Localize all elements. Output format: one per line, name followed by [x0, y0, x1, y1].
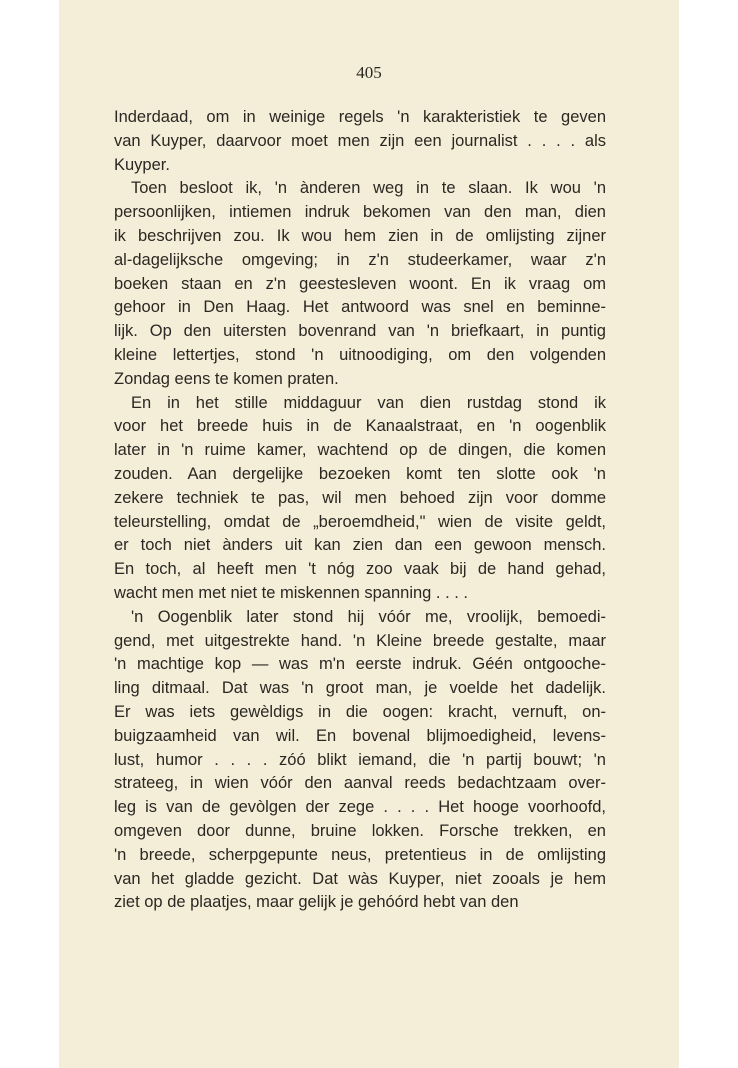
text-line: boeken staan en z'n geestesleven woont. En ik vraag om: [114, 274, 606, 293]
text-line: 'n breede, scherpgepunte neus, pretentieus in de omlijsting: [114, 845, 606, 864]
text-line: kleine lettertjes, stond 'n uitnoodiging, om den volgenden: [114, 345, 606, 364]
text-line: later in 'n ruime kamer, wachtend op de dingen, die komen: [114, 441, 606, 460]
text-line: er toch niet ànders uit kan zien dan een gewoon mensch.: [114, 536, 606, 555]
text-line: Inderdaad, om in weinige regels 'n karakteristiek te geven: [114, 108, 606, 126]
text-line: lijk. Op den uitersten bovenrand van 'n briefkaart, in puntig: [114, 322, 606, 341]
text-line: strateeg, in wien vóór den aanval reeds bedachtzaam over-: [114, 774, 606, 793]
paragraph: [114, 177, 606, 391]
text-line: ziet op de plaatjes, maar gelijk je gehóórd hebt van den: [114, 893, 519, 912]
book-page: [59, 0, 679, 1068]
text-line: Zondag eens te komen praten.: [114, 369, 339, 388]
text-line: wacht men met niet te miskennen spanning . . . .: [114, 583, 469, 602]
paragraph: [114, 606, 606, 915]
text-line: En in het stille middaguur van dien rustdag stond ik: [131, 393, 606, 412]
text-line: van het gladde gezicht. Dat wàs Kuyper, niet zooals je hem: [114, 869, 606, 888]
text-line: leg is van de gevòlgen der zege . . . . Het hooge voorhoofd,: [114, 798, 606, 817]
text-line: ik beschrijven zou. Ik wou hem zien in de omlijsting zijner: [114, 226, 606, 245]
text-line: voor het breede huis in de Kanaalstraat, en 'n oogenblik: [114, 417, 606, 436]
text-line: ling ditmaal. Dat was 'n groot man, je voelde het dadelijk.: [114, 679, 606, 698]
text-line: Er was iets gewèldigs in die oogen: kracht, vernuft, on-: [114, 702, 606, 721]
text-line: persoonlijken, intiemen indruk bekomen van den man, dien: [114, 203, 606, 222]
text-line: lust, humor . . . . zóó blikt iemand, die 'n partij bouwt; 'n: [114, 750, 606, 769]
paragraph: [114, 392, 606, 606]
text-line: zouden. Aan dergelijke bezoeken komt ten slotte ook 'n: [114, 464, 606, 483]
text-line: 'n Oogenblik later stond hij vóór me, vroolijk, bemoedi-: [131, 607, 606, 626]
text-line: 'n machtige kop — was m'n eerste indruk. Géén ontgooche-: [114, 655, 606, 674]
text-line: buigzaamheid van wil. En bovenal blijmoedigheid, levens-: [114, 726, 606, 745]
text-line: En toch, al heeft men 't nóg zoo vaak bij de hand gehad,: [114, 560, 606, 579]
body-text: [114, 106, 606, 915]
paragraph: [114, 106, 606, 177]
text-line: teleurstelling, omdat de „beroemdheid," wien de visite geldt,: [114, 512, 606, 531]
text-line: omgeven door dunne, bruine lokken. Forsche trekken, en: [114, 821, 606, 840]
text-line: Kuyper.: [114, 155, 170, 174]
text-line: gend, met uitgestrekte hand. 'n Kleine breede gestalte, maar: [114, 631, 606, 650]
text-line: al-dagelijksche omgeving; in z'n studeerkamer, waar z'n: [114, 250, 606, 269]
text-line: gehoor in Den Haag. Het antwoord was snel en beminne-: [114, 298, 606, 317]
text-line: Toen besloot ik, 'n ànderen weg in te slaan. Ik wou 'n: [131, 179, 606, 198]
text-line: van Kuyper, daarvoor moet men zijn een journalist . . . . als: [114, 131, 606, 150]
text-line: zekere techniek te pas, wil men behoed zijn voor domme: [114, 488, 606, 507]
page-number: 405: [356, 63, 382, 82]
